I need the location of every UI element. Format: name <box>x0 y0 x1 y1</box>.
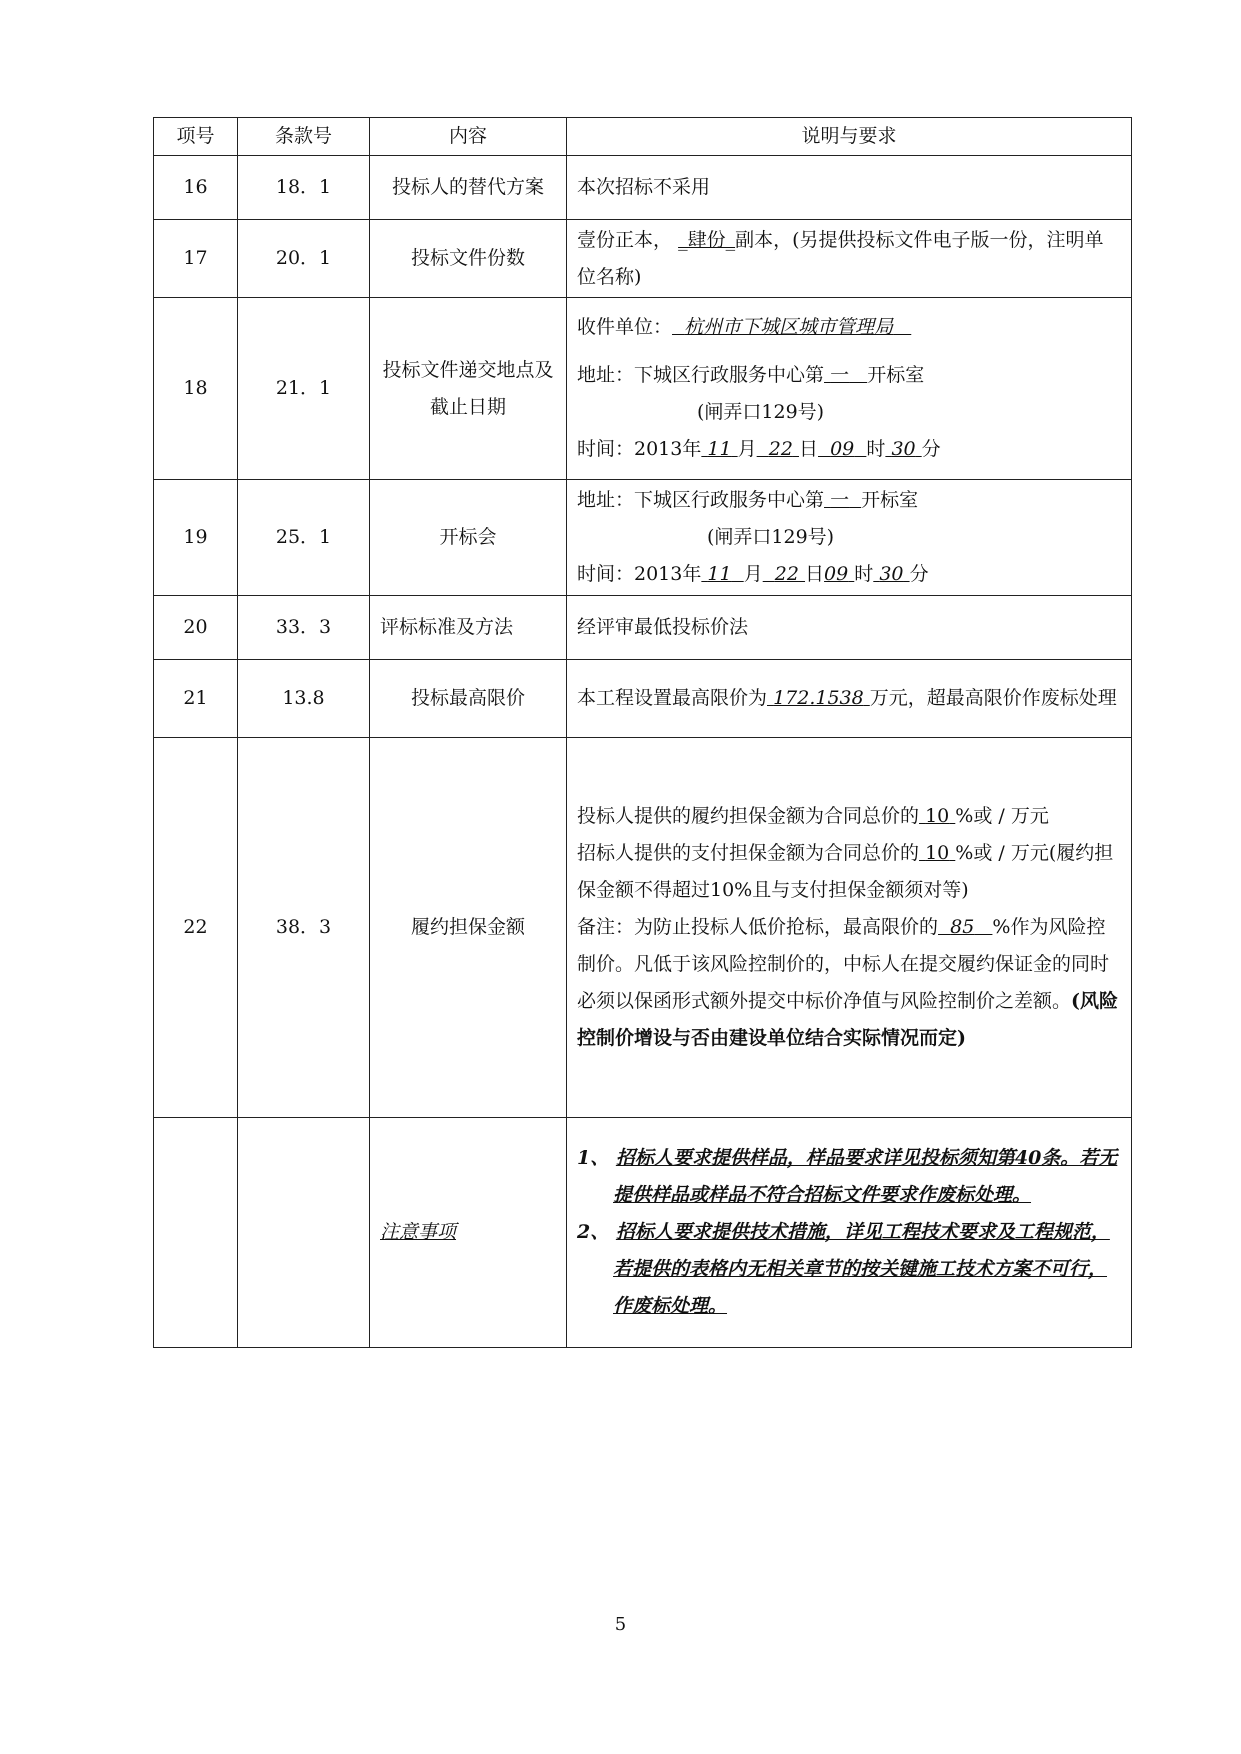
row-content: 投标最高限价 <box>370 660 567 738</box>
row-description <box>567 480 1132 596</box>
performance-guarantee-text: 投标人提供的履约担保金额为合同总价的 10 %或 / 万元 <box>577 804 1049 827</box>
table-row <box>154 596 1132 660</box>
table-row <box>154 738 1132 1118</box>
address-line: 地址：下城区行政服务中心第 一 开标室 <box>577 363 925 386</box>
row-description: 本工程设置最高限价为 172.1538 万元，超最高限价作废标处理 <box>567 660 1132 738</box>
receiver-line <box>577 309 1121 346</box>
row-description <box>567 298 1132 480</box>
row-description <box>567 1118 1132 1348</box>
row-clause: 21．1 <box>238 298 370 480</box>
row-number: 18 <box>154 298 238 480</box>
time-line: 时间：2013年 11 月 22 日 09 时 30 分 <box>577 437 941 460</box>
row-content: 履约担保金额 <box>370 738 567 1118</box>
row-content: 评标标准及方法 <box>370 596 567 660</box>
row-description: 经评审最低投标价法 <box>567 596 1132 660</box>
address-line: 地址：下城区行政服务中心第 一 开标室 <box>577 488 919 511</box>
header-content: 内容 <box>370 118 567 156</box>
address-sub: (闸弄口129号) <box>707 526 835 549</box>
table-row <box>154 660 1132 738</box>
note-item: 2、 招标人要求提供技术措施，详见工程技术要求及工程规范，若提供的表格内无相关章节的按关键施工技术方案不可行，作废标处理。 <box>577 1221 1110 1318</box>
copies-original: 壹份正本， <box>577 228 673 251</box>
payment-guarantee-text: 招标人提供的支付担保金额为合同总价的 10 %或 / 万元(履约担保金额不得超过10%且与支付担保金额须对等) <box>577 841 1114 901</box>
row-clause: 38．3 <box>238 738 370 1118</box>
table-row <box>154 1118 1132 1348</box>
header-clause-number: 条款号 <box>238 118 370 156</box>
address-floor: 一 <box>830 363 850 386</box>
row-clause: 18．1 <box>238 156 370 220</box>
table-header-row <box>154 118 1132 156</box>
row-clause <box>238 1118 370 1348</box>
header-item-number: 项号 <box>154 118 238 156</box>
header-description: 说明与要求 <box>567 118 1132 156</box>
row-description <box>567 220 1132 298</box>
row-number <box>154 1118 238 1348</box>
notes-heading: 注意事项 <box>370 1118 567 1348</box>
row-clause: 33．3 <box>238 596 370 660</box>
row-description: 本次招标不采用 <box>567 156 1132 220</box>
row-content: 投标文件份数 <box>370 220 567 298</box>
row-description <box>567 738 1132 1118</box>
bid-terms-table <box>153 117 1132 1348</box>
row-number: 22 <box>154 738 238 1118</box>
row-number: 16 <box>154 156 238 220</box>
max-price-value: 172.1538 <box>773 687 864 710</box>
receiver-value: 杭州市下城区城市管理局 <box>684 316 894 339</box>
receiver-label: 收件单位： <box>577 316 673 339</box>
copies-count: _肆份_ <box>678 228 736 251</box>
row-clause: 13.8 <box>238 660 370 738</box>
copies-rest: 副本，(另提供投标文件电子版一份，注明单位名称) <box>577 228 1104 288</box>
row-content: 投标人的替代方案 <box>370 156 567 220</box>
row-content: 开标会 <box>370 480 567 596</box>
row-number: 21 <box>154 660 238 738</box>
row-number: 17 <box>154 220 238 298</box>
table-row <box>154 298 1132 480</box>
row-content: 投标文件递交地点及截止日期 <box>370 298 567 480</box>
address-sub: (闸弄口129号) <box>697 400 825 423</box>
row-clause: 20．1 <box>238 220 370 298</box>
page-number: 5 <box>614 1614 627 1635</box>
table-row <box>154 220 1132 298</box>
time-line: 时间：2013年 11 月 22 日09 时 30 分 <box>577 563 929 586</box>
table-row <box>154 480 1132 596</box>
note-item: 1、 招标人要求提供样品，样品要求详见投标须知第40条。若无提供样品或样品不符合招标文件要求作废标处理。 <box>577 1146 1118 1206</box>
row-clause: 25．1 <box>238 480 370 596</box>
table-row <box>154 156 1132 220</box>
row-number: 19 <box>154 480 238 596</box>
risk-note-text: 备注：为防止投标人低价抢标，最高限价的 85 %作为风险控制价。凡低于该风险控制价的，中标人在提交履约保证金的同时必须以保函形式额外提交中标价净值与风险控制价之差额。(风险控制价增设与否由建设单位结合实际情况而定) <box>577 916 1119 1050</box>
row-number: 20 <box>154 596 238 660</box>
